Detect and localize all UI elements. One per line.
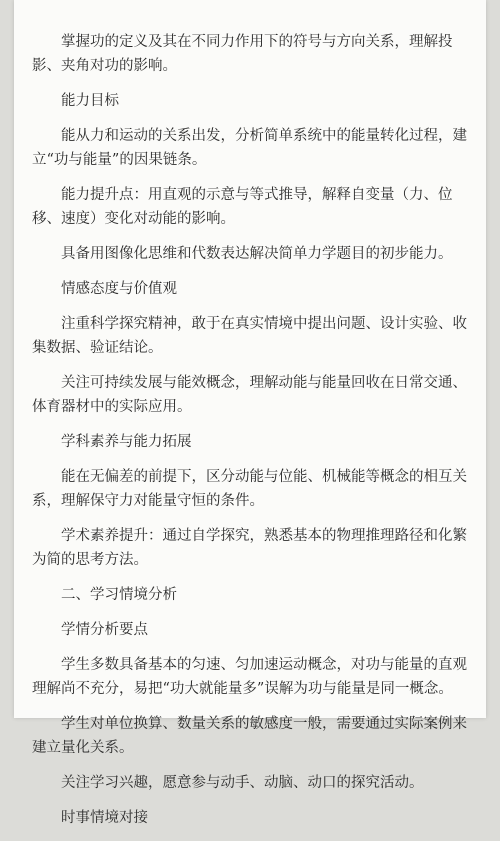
paragraph-academic-literacy: 学术素养提升：通过自学探究，熟悉基本的物理推理路径和化繁为简的思考方法。 <box>32 528 467 568</box>
heading-literacy-expansion: 学科素养与能力拓展 <box>61 434 192 450</box>
paragraph-work-definition: 掌握功的定义及其在不同力作用下的符号与方向关系，理解投影、夹角对功的影响。 <box>32 34 453 74</box>
heading-section-two: 二、学习情境分析 <box>61 587 177 603</box>
paragraph-unit-conversion: 学生对单位换算、数量关系的敏感度一般，需要通过实际案例来建立量化关系。 <box>32 716 467 756</box>
document-page <box>14 0 486 826</box>
heading-learner-analysis: 学情分析要点 <box>61 622 148 638</box>
paragraph-sustainability: 关注可持续发展与能效概念，理解动能与能量回收在日常交通、体育器材中的实际应用。 <box>32 375 467 415</box>
paragraph-learning-interest: 关注学习兴趣，愿意参与动手、动脑、动口的探究活动。 <box>61 775 424 791</box>
paragraph-energy-concepts: 能在无偏差的前提下，区分动能与位能、机械能等概念的相互关系，理解保守力对能量守恒的条件。 <box>32 469 467 509</box>
heading-ability-goals: 能力目标 <box>61 93 119 109</box>
heading-attitude-values: 情感态度与价值观 <box>61 281 177 297</box>
document-body <box>32 30 472 841</box>
paragraph-energy-chain: 能从力和运动的关系出发，分析简单系统中的能量转化过程，建立“功与能量”的因果链条。 <box>32 128 467 168</box>
paragraph-scientific-inquiry: 注重科学探究精神，敢于在真实情境中提出问题、设计实验、收集数据、验证结论。 <box>32 316 467 356</box>
paragraph-ability-point: 能力提升点：用直观的示意与等式推导，解释自变量（力、位移、速度）变化对动能的影响。 <box>32 187 453 227</box>
paragraph-learner-concepts: 学生多数具备基本的匀速、匀加速运动概念，对功与能量的直观理解尚不充分，易把“功大就能量多”误解为功与能量是同一概念。 <box>32 657 467 697</box>
heading-current-events: 时事情境对接 <box>61 810 148 826</box>
paragraph-graphical-thinking: 具备用图像化思维和代数表达解决简单力学题目的初步能力。 <box>61 246 453 262</box>
